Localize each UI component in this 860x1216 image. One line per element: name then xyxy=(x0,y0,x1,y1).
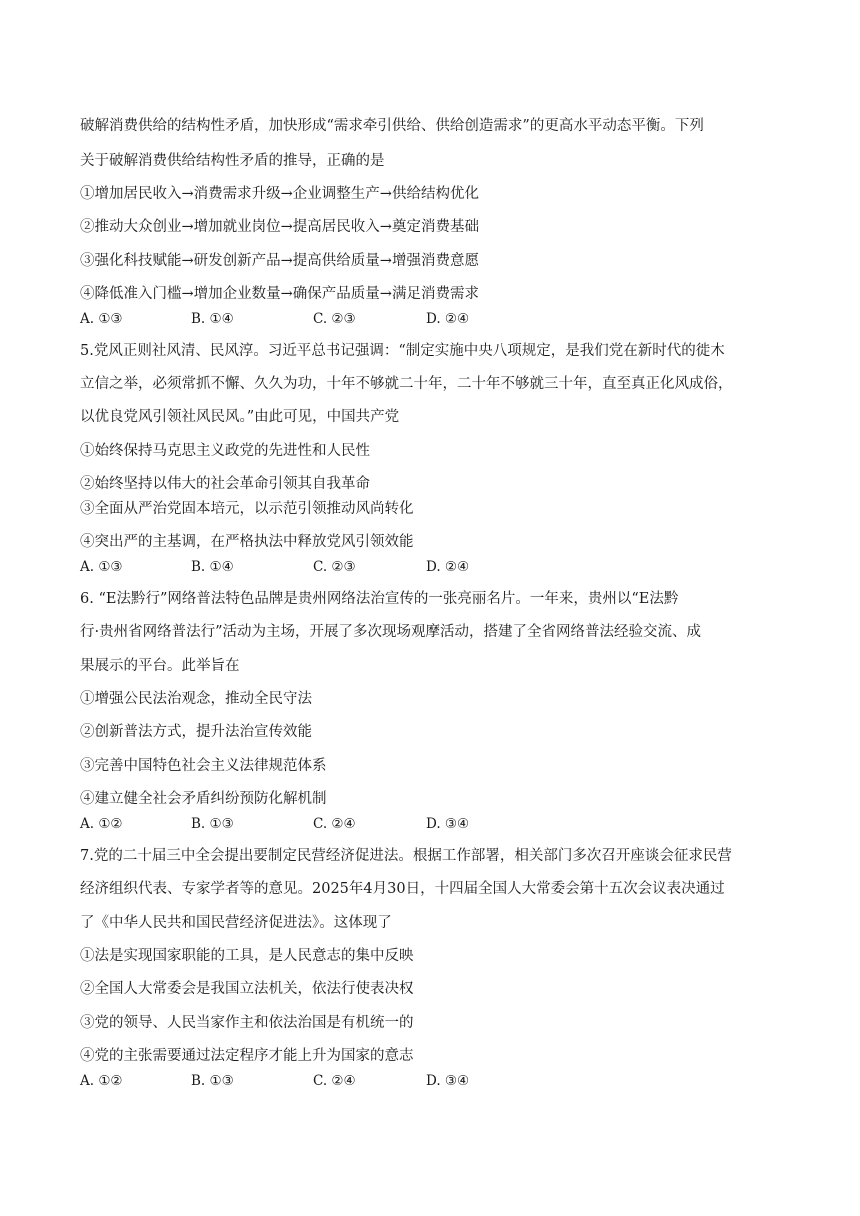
option-b[interactable]: B. ①③ xyxy=(191,816,234,832)
statement-4: ④党的主张需要通过法定程序才能上升为国家的意志 xyxy=(80,1048,414,1064)
answer-options xyxy=(80,309,780,329)
option-c[interactable]: C. ②④ xyxy=(313,816,356,832)
question-stem-line: 6. “E法黔行”网络普法特色品牌是贵州网络法治宣传的一张亮丽名片。一年来，贵州以“E法黔 xyxy=(80,591,679,607)
answer-options xyxy=(80,557,780,577)
answer-options xyxy=(80,814,780,834)
statement-4: ④突出严的主基调，在严格执法中释放党风引领效能 xyxy=(80,534,414,550)
option-d[interactable]: D. ②④ xyxy=(426,311,470,327)
statement-4: ④建立健全社会矛盾纠纷预防化解机制 xyxy=(80,791,327,807)
option-c[interactable]: C. ②③ xyxy=(313,559,356,575)
option-b[interactable]: B. ①④ xyxy=(191,311,234,327)
statement-1: ①法是实现国家职能的工具，是人民意志的集中反映 xyxy=(80,948,414,964)
question-stem-line: 行·贵州省网络普法行”活动为主场，开展了多次现场观摩活动，搭建了全省网络普法经验交流、成 xyxy=(80,624,702,640)
question-stem-line: 关于破解消费供给结构性矛盾的推导，正确的是 xyxy=(80,153,385,169)
question-stem-line: 以优良党风引领社风民风。”由此可见，中国共产党 xyxy=(80,409,400,425)
statement-3: ③完善中国特色社会主义法律规范体系 xyxy=(80,758,327,774)
option-a[interactable]: A. ①③ xyxy=(80,311,123,327)
statement-4: ④降低准入门槛→增加企业数量→确保产品质量→满足消费需求 xyxy=(80,286,479,302)
option-b[interactable]: B. ①④ xyxy=(191,559,234,575)
statement-2: ②始终坚持以伟大的社会革命引领其自我革命 xyxy=(80,476,370,492)
answer-options xyxy=(80,1071,780,1091)
option-d[interactable]: D. ③④ xyxy=(426,816,470,832)
statement-2: ②全国人大常委会是我国立法机关，依法行使表决权 xyxy=(80,981,414,997)
statement-2: ②推动大众创业→增加就业岗位→提高居民收入→奠定消费基础 xyxy=(80,219,479,235)
question-stem-line: 破解消费供给的结构性矛盾，加快形成“需求牵引供给、供给创造需求”的更高水平动态平衡。下列 xyxy=(80,118,704,134)
option-c[interactable]: C. ②③ xyxy=(313,311,356,327)
option-d[interactable]: D. ③④ xyxy=(426,1073,470,1089)
statement-1: ①始终保持马克思主义政党的先进性和人民性 xyxy=(80,443,370,459)
statement-3: ③全面从严治党固本培元，以示范引领推动风尚转化 xyxy=(80,501,414,517)
option-b[interactable]: B. ①③ xyxy=(191,1073,234,1089)
question-stem-line: 果展示的平台。此举旨在 xyxy=(80,658,240,674)
option-a[interactable]: A. ①③ xyxy=(80,559,123,575)
option-a[interactable]: A. ①② xyxy=(80,1073,123,1089)
statement-3: ③强化科技赋能→研发创新产品→提高供给质量→增强消费意愿 xyxy=(80,253,479,269)
question-stem-line: 经济组织代表、专家学者等的意见。2025年4月30日，十四届全国人大常委会第十五次会议表决通过 xyxy=(80,881,725,897)
option-a[interactable]: A. ①② xyxy=(80,816,123,832)
statement-1: ①增加居民收入→消费需求升级→企业调整生产→供给结构优化 xyxy=(80,186,479,202)
question-stem-line: 5.党风正则社风清、民风淳。习近平总书记强调：“制定实施中央八项规定，是我们党在新时代的徙木 xyxy=(80,343,725,359)
statement-3: ③党的领导、人民当家作主和依法治国是有机统一的 xyxy=(80,1015,414,1031)
question-stem-line: 7.党的二十届三中全会提出要制定民营经济促进法。根据工作部署，相关部门多次召开座谈会征求民营 xyxy=(80,848,732,864)
question-stem-line: 了《中华人民共和国民营经济促进法》。这体现了 xyxy=(80,915,392,931)
option-d[interactable]: D. ②④ xyxy=(426,559,470,575)
question-stem-line: 立信之举，必须常抓不懈、久久为功，十年不够就二十年，二十年不够就三十年，直至真正化风成俗， xyxy=(80,376,733,392)
option-c[interactable]: C. ②④ xyxy=(313,1073,356,1089)
statement-2: ②创新普法方式，提升法治宣传效能 xyxy=(80,724,312,740)
statement-1: ①增强公民法治观念，推动全民守法 xyxy=(80,691,312,707)
